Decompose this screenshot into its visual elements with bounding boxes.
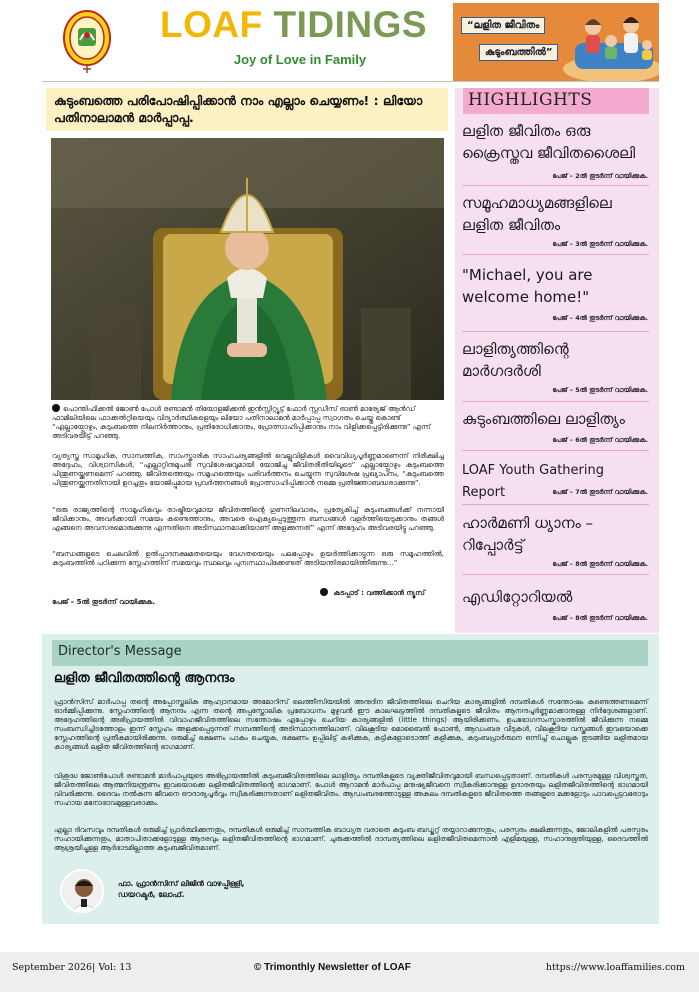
article-paragraph: വ്യത്യസ്ത സാമൂഹിക, സാമ്പത്തിക, സാംസ്കാരിക സാഹചര്യങ്ങളിൽ വെല്ലുവിളികൾ വൈവിധ്യപൂർണ്ണമാണെന്ന് നിരീക്ഷിച്ച അദ്ദേഹം, വിശ്വാസികൾ, “എല്ലാറ്റിനുമുപരി സുവിശേഷവുമായി യോജിച്ച ജീവിതരീതിയിലൂടെ” എല്ലായ്പ്പോഴും കുടുംബത്തെ പിന്തുണയ്ക്കണമെന്ന് പറഞ്ഞു. ജീവിതത്തെയും സമൂഹത്തെയും പരിവർത്തനം ചെയ്യുന്ന സുവിശേഷ പ്രഖ്യാപനം, “കുടുംബത്തെ പിന്തുണയ്ക്കുന്നതിനായി ഉറച്ചതും യോജിപ്പുമായ പ്രവർത്തനങ്ങൾ പ്രോത്സാഹിപ്പിക്കാൻ നമ്മെ പ്രതിജ്ഞാബദ്ധരാക്കുന്നു”. (52, 452, 444, 487)
article-headline: കുടുംബത്തെ പരിപോഷിപ്പിക്കാൻ നാം എല്ലാം ചെയ്യണം! : ലിയോ പതിനാലാമൻ മാർപ്പാപ്പ. (46, 88, 448, 131)
credit-text: കടപ്പാട് : വത്തിക്കാൻ ന്യൂസ് (333, 589, 425, 597)
highlight-item[interactable] (462, 586, 648, 622)
promo-banner (453, 3, 659, 81)
caption-text: പൊന്തിഫിക്കൽ ജോൺ പോൾ രണ്ടാമൻ തിയോളജിക്കൽ ഇൻസ്റ്റിറ്റ്യൂട്ട് ഫോർ സ്റ്റഡീസ് ഓൺ മാര്യേജ് ആൻഡ് ഫാമിലിയിലെ ഫാക്കൽറ്റിയെയും വിദ്യാർത്ഥികളെയും ലിയോ പതിനാലാമൻ മാർപ്പാപ്പ സ്വാഗതം ചെയ്തു കൊണ്ട് “എല്ലായ്പ്പോഴും, കുടുംബത്തെ നിലനിർത്താനും, പ്രതിരോധിക്കാനും, പ്രോത്സാഹിപ്പിക്കാനും നാം വിളിക്കപ്പെട്ടിരിക്കുന്നു” എന്ന് അടിവരയിട്ട് പറഞ്ഞു. (52, 405, 431, 440)
highlight-title: ലാളിത്യത്തിന്റെ മാർഗദർശി (462, 340, 569, 380)
promo-line-2: കുടുംബത്തിൽ” (479, 44, 558, 61)
highlight-title: എഡിറ്റോറിയൽ (462, 588, 573, 606)
footer (0, 952, 699, 992)
highlight-item[interactable] (462, 192, 648, 248)
masthead (0, 0, 699, 82)
message-paragraph: ഫ്രാൻസിസ് മാർപാപ്പ തന്റെ അപ്പോസ്തലിക ആഹ്വാനമായ അമോറിസ് ലെത്തീസിയയിൽ അനുദിന ജീവിതത്തിലെ ചെറിയ കാര്യങ്ങളിൽ ദമ്പതികൾ സന്തോഷം കണ്ടെത്തണമെന്ന് ഓർമ്മിപ്പിക്കുന്നു. സ്നേഹത്തിന്റെ ആനന്ദം എന്ന തന്റെ അപ്പസ്തോലിക പ്രബോധനം മുഴുവൻ ഈ കാലഘട്ടത്തിൽ ദമ്പതികളുടെ ജീവിതം ആനന്ദപൂർണ്ണമാക്കാനുള്ള നിർദ്ദേശങ്ങളാണ്. അദ്ദേഹത്തിന്റെ അഭിപ്രായത്തിൽ വിവാഹജീവിതത്തിലെ സന്തോഷം എപ്പോഴും ചെറിയ കാര്യങ്ങളിൽ (little things) ആയിരിക്കണം. ഉപഭോഗസംസ്കാരത്തിൽ ജീവിക്കുന്ന നമ്മെ സംബന്ധിച്ചിടത്തോളം ഇന്ന് സ്നേഹം അളക്കപ്പെടുന്നത് സമ്പത്തിന്റെ അടിസ്ഥാനത്തിലാണ്. വിലകൂടിയ മൊബൈൽ ഫോൺ, ആഡംബര വീടുകൾ, വിലകൂടിയ വസ്ത്രങ്ങൾ ഇവയൊക്കെ സ്നേഹത്തിന്റെ പ്രതീകമായിരിക്കുന്നു. ഒരുമിച്ച് ഭക്ഷണം പാകം ചെയ്യുക, ഭക്ഷണം ഉപ്പിലിട്ട് കഴിക്കുക, കുട്ടികളോടൊത്ത് കളിക്കുക, കുടുംബപ്രാർത്ഥന ഒന്നിച്ച് ചൊല്ലുക തുടങ്ങിയ ലളിതമായ കാര്യങ്ങൾ ലളിത ജീവിതത്തിന്റെ ഭാഗമാണ്. (54, 698, 648, 751)
highlight-title: കുടുംബത്തിലെ ലാളിത്യം (462, 410, 625, 428)
highlight-page-ref: പേജ് – 3ൽ തുടർന്ന് വായിക്കുക. (552, 240, 648, 248)
title-tidings: TIDINGS (273, 4, 428, 45)
website-link[interactable]: https://www.loaffamilies.com (545, 962, 685, 973)
highlight-title: ലളിത ജീവിതം ഒരു ക്രൈസ്തവ ജീവിതശൈലി (462, 122, 636, 162)
highlight-title: സമൂഹമാധ്യമങ്ങളിലെ ലളിത ജീവിതം (462, 194, 612, 234)
message-title: ലളിത ജീവിതത്തിന്റെ ആനന്ദം (54, 671, 235, 686)
pope-photo (51, 138, 444, 400)
loaf-logo (62, 8, 112, 74)
highlight-divider (462, 574, 649, 575)
highlight-title: LOAF Youth Gathering Report (462, 463, 604, 500)
article-paragraph: “ഒരു രാജ്യത്തിന്റെ സാമൂഹികവും രാഷ്ട്രീയവുമായ ജീവിതത്തിന്റെ ഗുണനിലവാരം, പ്രത്യേകിച്ച് കുടുംബങ്ങൾക്ക് നന്നായി ജീവിക്കാനും, അവർക്കായി സമയം കണ്ടെത്താനും, അവരെ ഐക്യപ്പെടുത്തുന്ന ബന്ധങ്ങൾ വളർത്തിയെടുക്കാനും തങ്ങൾ എങ്ങനെ അവസരമൊരുക്കുന്നു എന്നതിനെ അടിസ്ഥാനമാക്കിയാണ് അളക്കുന്നത്” എന്ന് അദ്ദേഹം അടിവരയിട്ടു പറഞ്ഞു. (52, 506, 444, 532)
highlight-divider (462, 185, 649, 186)
photo-caption (52, 404, 444, 441)
message-paragraph: വിശുദ്ധ ജോൺപോൾ രണ്ടാമൻ മാർപാപ്പയുടെ അഭിപ്രായത്തിൽ കുടുംബജീവിതത്തിലെ ലാളിത്യം ദമ്പതികളുടെ വ്യക്തിജീവിതവുമായി ബന്ധപ്പെട്ടതാണ്. ദമ്പതികൾ പരസ്പരമുള്ള വിശ്വസ്തത, ജീവിതത്തിലെ ആത്മനിയന്ത്രണം ഇവയൊക്കെ ലളിതജീവിതത്തിന്റെ ഭാഗമാണ്. പോൾ ആറാമൻ മാർപാപ്പ മനുഷ്യജീവനെ സ്വീകരിക്കാനുള്ള ഉദാരതയും ലളിതജീവിതത്തിന്റെ ഭാഗമായി വിവരിക്കുന്നു. ദൈവം നൽകുന്ന ജീവനെ ഔദാര്യപൂർവ്വം സ്വീകരിക്കുന്നതാണ് ലളിതജീവിതം. ആഡംബരത്തോടുള്ള അകലം ദമ്പതികളുടെ ജീവിതത്തെ തങ്ങളുടെ മക്കളോടും പാവപ്പെട്ടവരോടും സഹായ മനോഭാവമുള്ളവരാക്കും. (54, 772, 648, 807)
highlight-divider (462, 450, 649, 451)
highlight-item[interactable] (462, 338, 648, 394)
promo-line-1: “ലളിത ജീവിതം (461, 17, 545, 34)
family-illustration (453, 3, 659, 81)
highlight-item[interactable] (462, 264, 648, 322)
highlight-title: "Michael, you are welcome home!" (462, 266, 593, 306)
section-label: Director's Message (52, 640, 648, 666)
newsletter-title (160, 4, 440, 46)
highlight-page-ref: പേജ് – 4ൽ തുടർന്ന് വായിക്കുക. (552, 314, 648, 322)
highlight-page-ref: പേജ് – 8ൽ തുടർന്ന് വായിക്കുക. (552, 614, 648, 622)
highlight-page-ref: പേജ് – 7ൽ തുടർന്ന് വായിക്കുക. (552, 488, 648, 496)
highlight-divider (462, 254, 649, 255)
article-credit (320, 588, 425, 598)
signature (118, 878, 244, 900)
highlight-page-ref: പേജ് – 5ൽ തുടർന്ന് വായിക്കുക. (552, 386, 648, 394)
director-avatar (60, 869, 104, 913)
highlight-item[interactable] (462, 408, 648, 444)
highlight-item[interactable] (462, 460, 648, 504)
highlight-item[interactable] (462, 120, 648, 180)
highlight-divider (462, 331, 649, 332)
bullet-icon (320, 588, 328, 596)
header-divider (42, 81, 659, 82)
highlight-item[interactable] (462, 512, 648, 568)
title-loaf: LOAF (160, 4, 263, 45)
tagline: Joy of Love in Family (233, 52, 367, 67)
issue-info: September 2026| Vol: 13 (12, 962, 132, 973)
highlight-divider (462, 401, 649, 402)
highlights-heading: HIGHLIGHTS (463, 88, 649, 114)
highlight-page-ref: പേജ് – 2ൽ തുടർന്ന് വായിക്കുക. (552, 172, 648, 180)
directors-message (42, 634, 659, 924)
copyright: © Trimonthly Newsletter of LOAF (254, 962, 411, 973)
main-article (46, 88, 448, 628)
highlight-page-ref: പേജ് – 8ൽ തുടർന്ന് വായിക്കുക. (552, 560, 648, 568)
message-paragraph: എല്ലാ ദിവസവും ദമ്പതികൾ ഒരുമിച്ച് പ്രാർത്ഥിക്കുന്നതും, ദമ്പതികൾ ഒരുമിച്ച് സാമ്പത്തിക ബാധ്യത വരാതെ കുടുംബ ബഡ്ജറ്റ് തയ്യാറാക്കുന്നതും, പരസ്പരം ക്ഷമിക്കുന്നതും, ജോലികളിൽ പരസ്പരം സഹായിക്കുന്നതും, മാതാപിതാക്കളോടുള്ള ആദരവും ലളിതജീവിതത്തിന്റെ ഭാഗമാണ്. ചുരുക്കത്തിൽ ദാമ്പത്യത്തിലെ ലളിതജീവിതമെന്നാൽ എളിമയുള്ള, സഹാനുഭൂതിയുള്ള, ദൈവത്തിൽ ആശ്രയിച്ചുള്ള ആർഭാടമില്ലാത്ത കുടുംബജീവിതമാണ്. (54, 826, 648, 852)
signature-role: ഡയറക്ടർ, ലോഫ്. (118, 890, 185, 899)
article-paragraph: “ബന്ധങ്ങളുടെ ചെലവിൽ ഉൽപ്പാദനക്ഷമതയെയും വേഗതയെയും പലപ്പോഴും ഉയർത്തിക്കാട്ടുന്ന ഒരു സമൂഹത്തിൽ, കുടുംബത്തിൽ പഠിക്കുന്ന സ്നേഹത്തിന് സമയവും സ്ഥലവും പുനഃസ്ഥാപിക്കേണ്ടത് അടിയന്തിരമായിത്തീരുന്നു…” (52, 550, 444, 567)
highlight-title: ഹാർമണി ധ്യാനം – റിപ്പോർട്ട് (462, 514, 594, 554)
highlights-panel (455, 88, 659, 633)
highlight-divider (462, 504, 649, 505)
highlight-page-ref: പേജ് – 6ൽ തുടർന്ന് വായിക്കുക. (552, 436, 648, 444)
bullet-icon (52, 404, 60, 412)
signature-name: ഫാ. ഫ്രാൻസിസ് ലിജിൻ വാഴപ്പിള്ളി, (118, 879, 245, 888)
continued-link[interactable]: പേജ് – 5ൽ തുടർന്ന് വായിക്കുക. (52, 598, 156, 606)
